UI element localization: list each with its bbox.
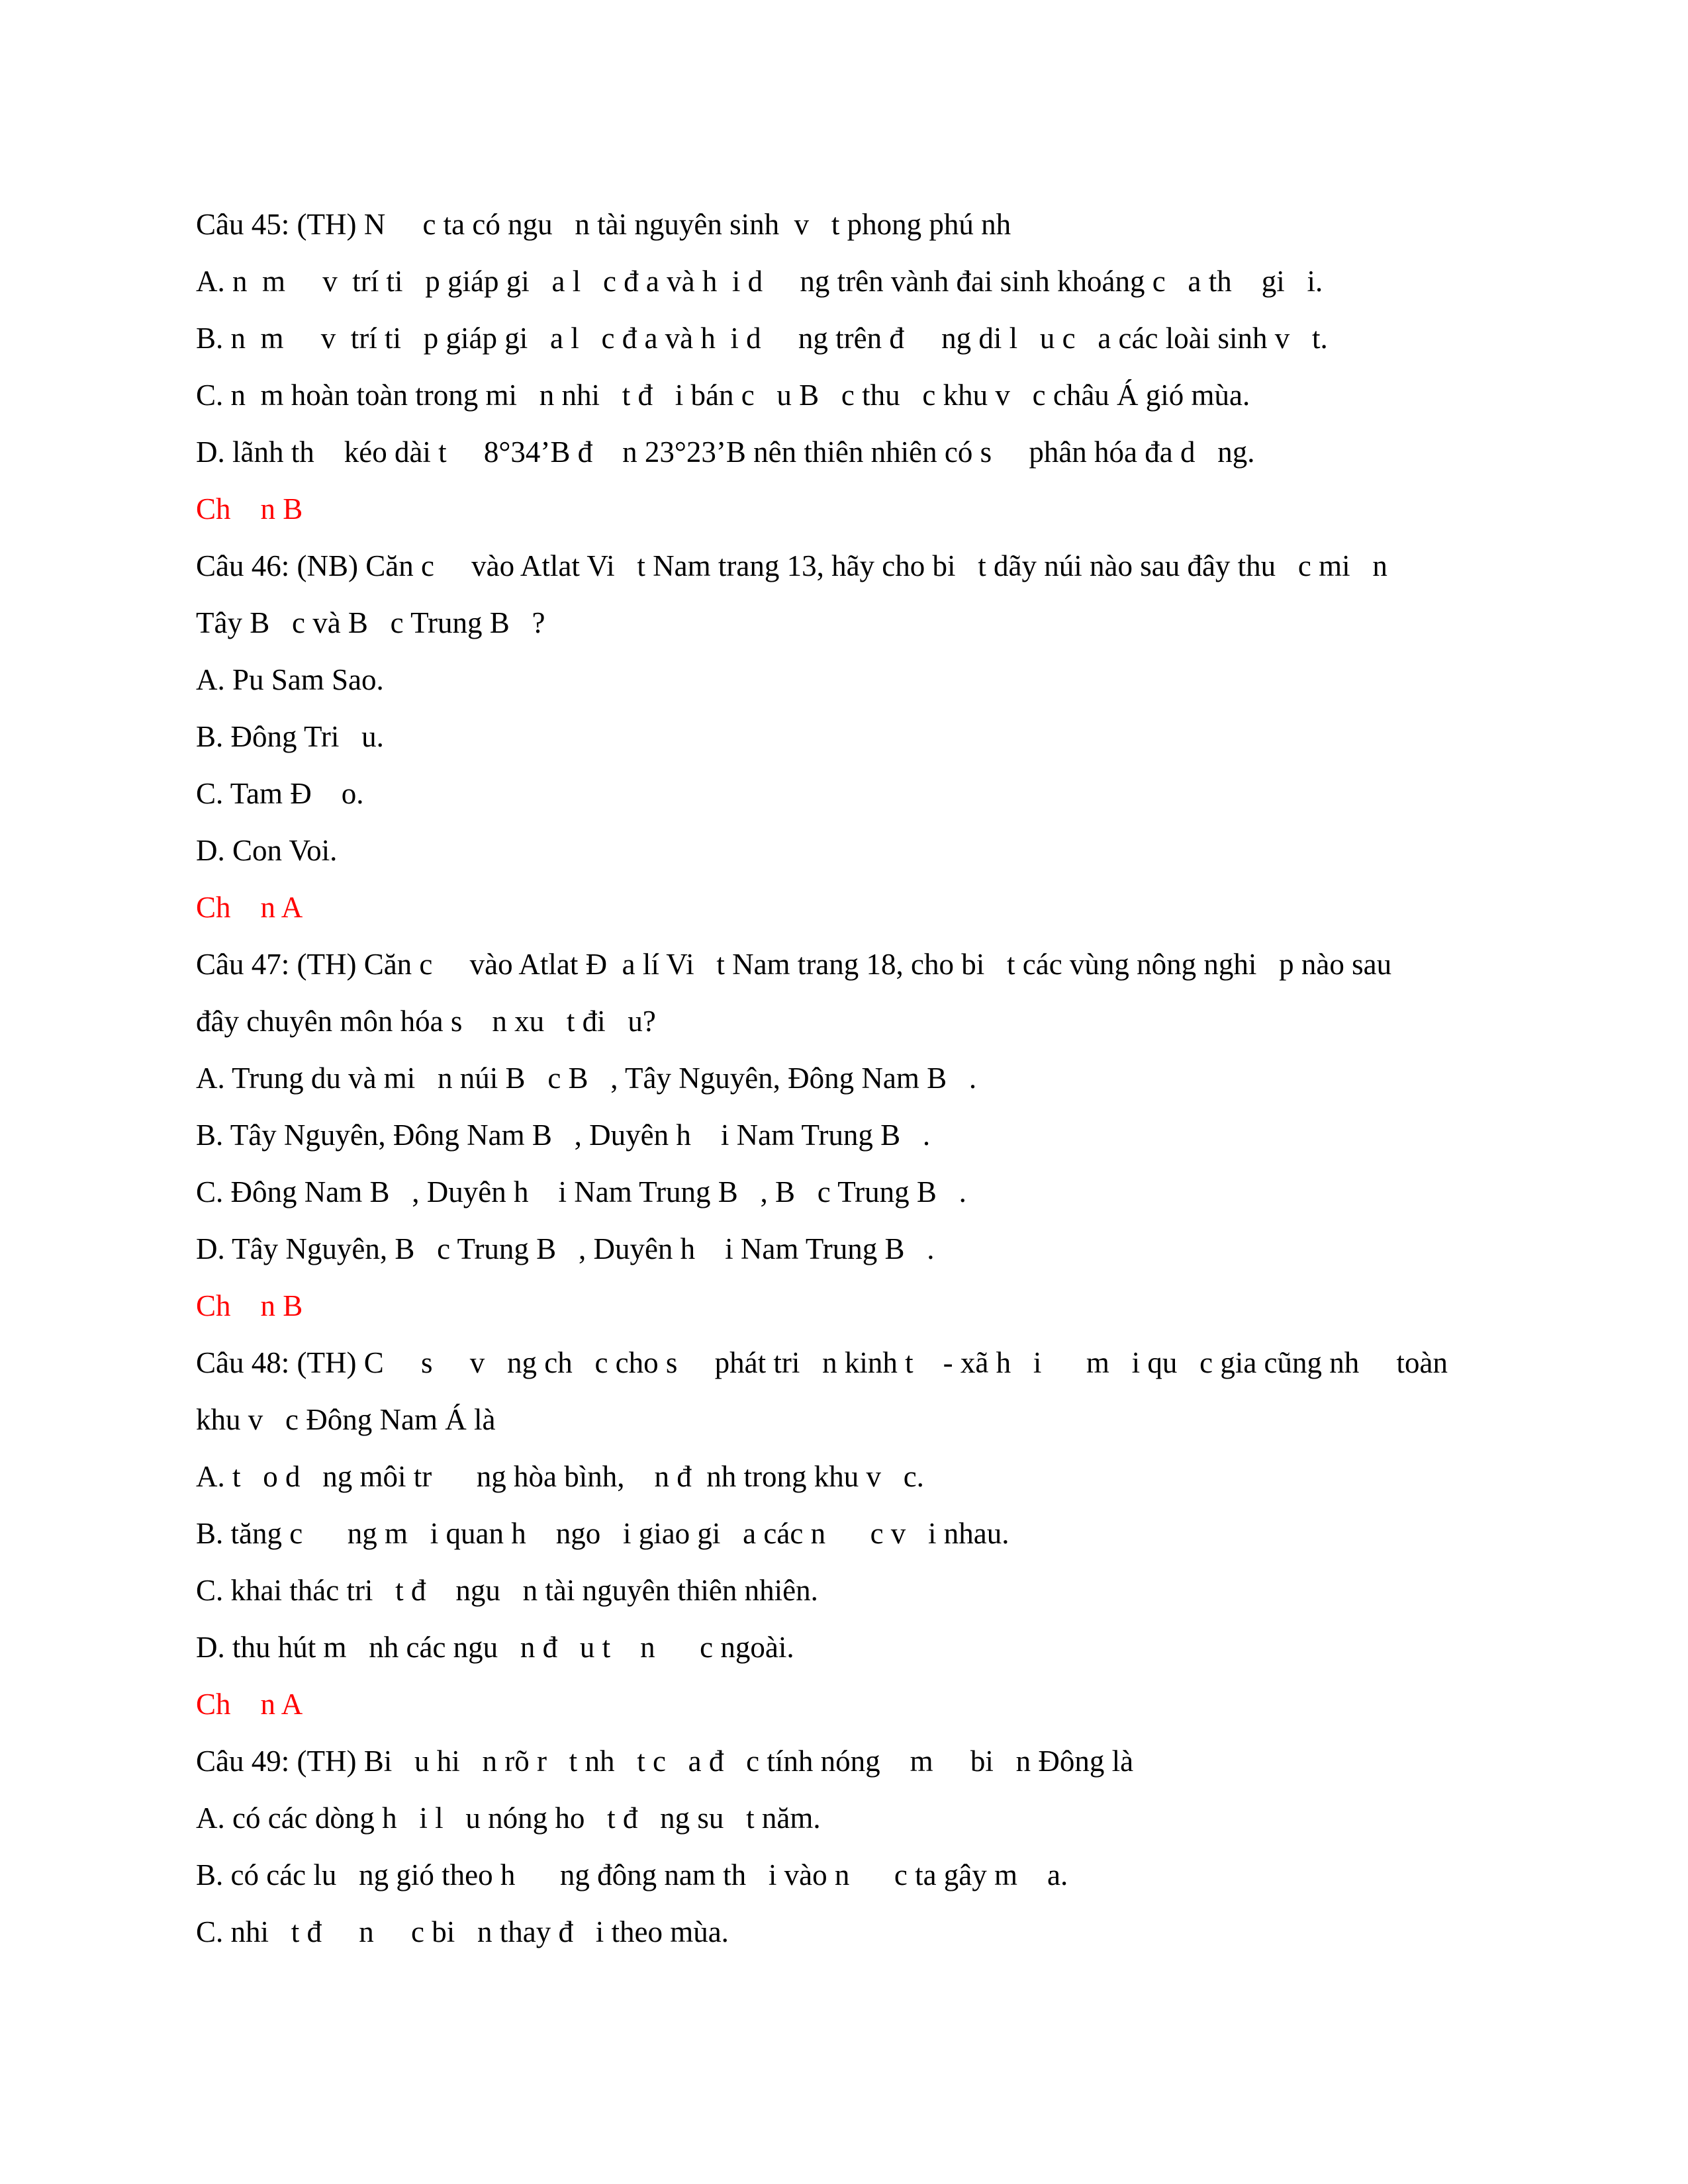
question-45-answer: Ch n B: [196, 492, 303, 525]
question-49-stem-line-1: Câu 49: (TH) Bi u hi n rõ r t nh t c a đ c tính nóng m bi n Đông là: [196, 1745, 1134, 1778]
question-45-option-d: D. lãnh th kéo dài t 8°34’B đ n 23°23’B nên thiên nhiên có s phân hóa đa d ng.: [196, 435, 1255, 469]
question-47-option-d: D. Tây Nguyên, B c Trung B , Duyên h i Nam Trung B .: [196, 1232, 935, 1265]
question-48-option-d: D. thu hút m nh các ngu n đ u t n c ngoài.: [196, 1631, 794, 1664]
question-48-option-c: C. khai thác tri t đ ngu n tài nguyên thiên nhiên.: [196, 1574, 818, 1607]
question-49-option-c: C. nhi t đ n c bi n thay đ i theo mùa.: [196, 1915, 729, 1948]
question-48-option-a: A. t o d ng môi tr ng hòa bình, n đ nh trong khu v c.: [196, 1460, 924, 1493]
question-45-stem-line-1: Câu 45: (TH) N c ta có ngu n tài nguyên sinh v t phong phú nh: [196, 208, 1011, 241]
question-46-stem-line-1: Câu 46: (NB) Căn c vào Atlat Vi t Nam trang 13, hãy cho bi t dãy núi nào sau đây thu c mi n: [196, 549, 1387, 582]
question-48-stem-line-2: khu v c Đông Nam Á là: [196, 1403, 496, 1436]
question-46: [196, 537, 1493, 936]
question-48: [196, 1334, 1493, 1733]
question-49-option-b: B. có các lu ng gió theo h ng đông nam th i vào n c ta gây m a.: [196, 1858, 1068, 1891]
question-45-option-b: B. n m v trí ti p giáp gi a l c đ a và h i d ng trên đ ng di l u c a các loài sinh v t.: [196, 322, 1328, 355]
question-47-option-a: A. Trung du và mi n núi B c B , Tây Nguyên, Đông Nam B .: [196, 1062, 977, 1095]
question-47-stem-line-1: Câu 47: (TH) Căn c vào Atlat Đ a lí Vi t Nam trang 18, cho bi t các vùng nông nghi p nào sau: [196, 948, 1392, 981]
question-48-answer: Ch n A: [196, 1688, 303, 1721]
question-45-option-c: C. n m hoàn toàn trong mi n nhi t đ i bán c u B c thu c khu v c châu Á gió mùa.: [196, 379, 1250, 412]
question-45: [196, 196, 1493, 537]
question-48-option-b: B. tăng c ng m i quan h ngo i giao gi a các n c v i nhau.: [196, 1517, 1009, 1550]
question-47-stem-line-2: đây chuyên môn hóa s n xu t đi u?: [196, 1005, 656, 1038]
question-46-stem-line-2: Tây B c và B c Trung B ?: [196, 606, 545, 639]
question-47-option-b: B. Tây Nguyên, Đông Nam B , Duyên h i Nam Trung B .: [196, 1118, 931, 1152]
question-48-stem-line-1: Câu 48: (TH) C s v ng ch c cho s phát tri n kinh t - xã h i m i qu c gia cũng nh toàn: [196, 1346, 1448, 1379]
question-49: [196, 1733, 1493, 1960]
document-page: [196, 196, 1493, 1960]
question-45-option-a: A. n m v trí ti p giáp gi a l c đ a và h i d ng trên vành đai sinh khoáng c a th gi i.: [196, 265, 1323, 298]
question-46-answer: Ch n A: [196, 891, 303, 924]
question-47-option-c: C. Đông Nam B , Duyên h i Nam Trung B , B c Trung B .: [196, 1175, 966, 1208]
question-49-option-a: A. có các dòng h i l u nóng ho t đ ng su t năm.: [196, 1801, 821, 1835]
question-46-option-a: A. Pu Sam Sao.: [196, 663, 384, 696]
question-46-option-d: D. Con Voi.: [196, 834, 338, 867]
question-47-answer: Ch n B: [196, 1289, 303, 1322]
question-46-option-b: B. Đông Tri u.: [196, 720, 384, 753]
question-47: [196, 936, 1493, 1334]
question-46-option-c: C. Tam Đ o.: [196, 777, 364, 810]
